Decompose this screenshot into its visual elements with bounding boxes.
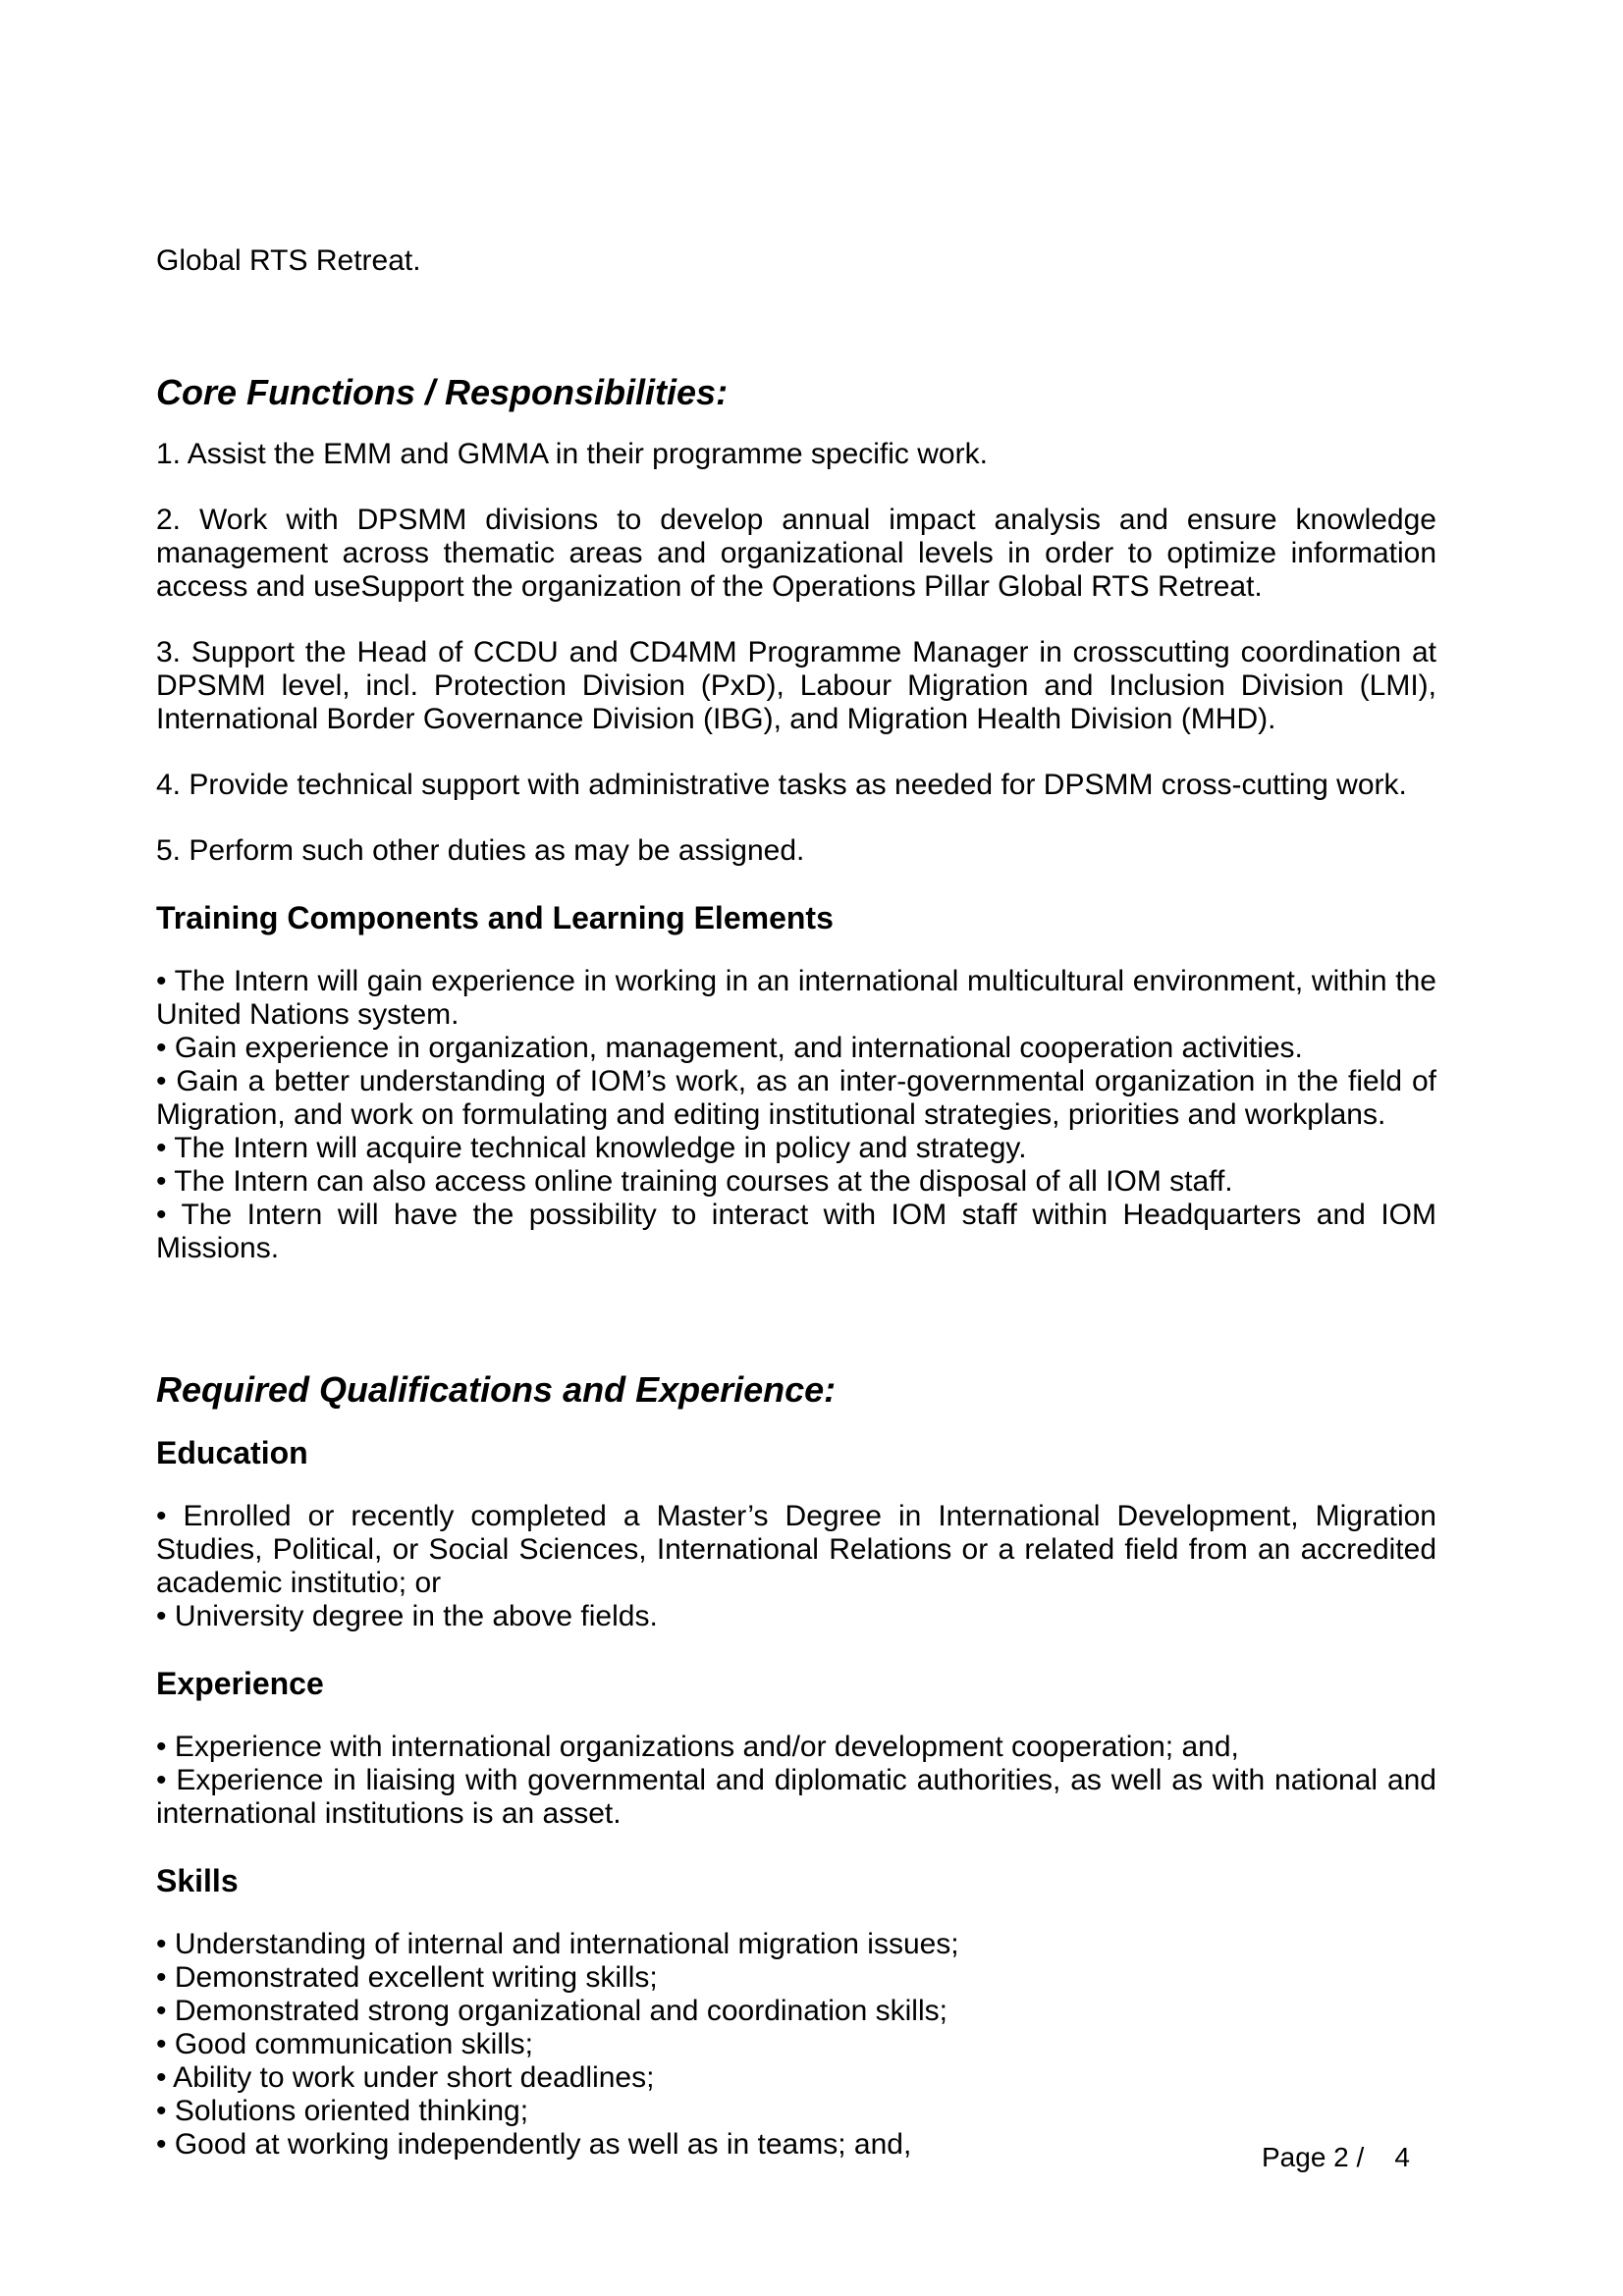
experience-heading: Experience [156,1666,324,1701]
list-item: • Ability to work under short deadlines; [156,2061,655,2094]
page-number: Page 2 / 4 [1262,2142,1410,2172]
list-item: • The Intern will gain experience in working in an international multicultural environment, within the United Nations system. [156,965,1436,1031]
training-list [156,965,1436,1265]
list-item: • Gain a better understanding of IOM’s work, as an inter-governmental organization in the field of Migration, and work on formulating and editing institutional strategies, priorities and workplans. [156,1065,1436,1131]
list-item: • The Intern will have the possibility to interact with IOM staff within Headquarters and IOM Missions. [156,1199,1436,1264]
core-item-1: 1. Assist the EMM and GMMA in their programme specific work. [156,438,988,470]
core-item-4: 4. Provide technical support with administrative tasks as needed for DPSMM cross-cutting work. [156,769,1407,801]
list-item: • Understanding of internal and international migration issues; [156,1928,959,1960]
list-item: • Experience in liaising with governmental and diplomatic authorities, as well as with national and international institutions is an asset. [156,1764,1436,1830]
document-page [156,244,1436,2194]
list-item: • Good at working independently as well as in teams; and, [156,2128,912,2161]
list-item: • Gain experience in organization, management, and international cooperation activities. [156,1032,1303,1064]
core-functions-heading: Core Functions / Responsibilities: [156,372,729,412]
core-item-5: 5. Perform such other duties as may be assigned. [156,834,805,867]
skills-list [156,1928,1436,2162]
list-item: • Good communication skills; [156,2028,533,2060]
list-item: • University degree in the above fields. [156,1600,658,1632]
core-item-3: 3. Support the Head of CCDU and CD4MM Programme Manager in crosscutting coordination at DPSMM level, incl. Protection Division (PxD), Labour Migration and Inclusion Division (LMI), International Border Governance Division (IBG), and Migration Health Division (MHD). [156,636,1436,735]
list-item: • The Intern can also access online training courses at the disposal of all IOM staff. [156,1165,1233,1198]
list-item: • Demonstrated excellent writing skills; [156,1961,658,1994]
qualifications-heading: Required Qualifications and Experience: [156,1369,837,1410]
skills-heading: Skills [156,1863,239,1898]
experience-list [156,1731,1436,1831]
training-heading: Training Components and Learning Elements [156,900,834,935]
lead-text: Global RTS Retreat. [156,244,421,277]
education-heading: Education [156,1435,308,1470]
list-item: • Experience with international organizations and/or development cooperation; and, [156,1731,1239,1763]
list-item: • Enrolled or recently completed a Master’s Degree in International Development, Migration Studies, Political, or Social Sciences, International Relations or a related field from an accredited academic institutio; or [156,1500,1436,1599]
list-item: • Demonstrated strong organizational and coordination skills; [156,1995,947,2027]
list-item: • The Intern will acquire technical knowledge in policy and strategy. [156,1132,1027,1164]
list-item: • Solutions oriented thinking; [156,2095,529,2127]
core-item-2: 2. Work with DPSMM divisions to develop annual impact analysis and ensure knowledge management across thematic areas and organizational levels in order to optimize information access and useSupport the organization of the Operations Pillar Global RTS Retreat. [156,504,1436,603]
education-list [156,1500,1436,1633]
